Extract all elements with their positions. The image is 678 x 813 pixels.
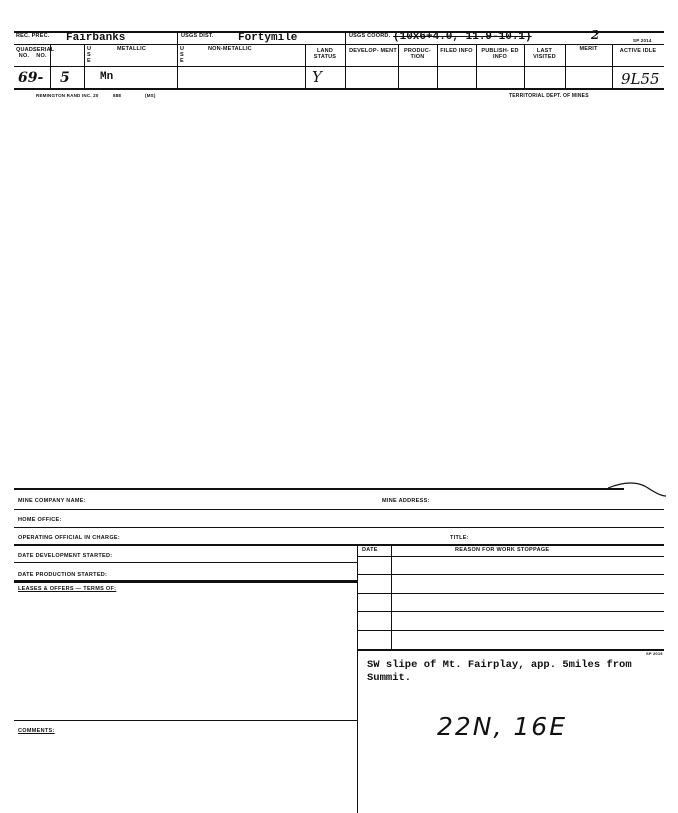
active-idle-label: ACTIVE IDLE: [619, 48, 657, 54]
usgs-dist-label: USGS DIST.: [181, 33, 214, 39]
operating-official-label: OPERATING OFFICIAL IN CHARGE:: [18, 535, 120, 541]
use-label: U S E: [87, 46, 92, 64]
divider-date-col: [391, 544, 392, 650]
rule-home-office: [14, 527, 664, 528]
form-code-2: SP 2015: [646, 651, 663, 656]
title-label: TITLE:: [450, 535, 469, 541]
land-status-label: LAND STATUS: [313, 48, 337, 60]
published-info-label: PUBLISH- ED INFO: [481, 48, 519, 60]
date-development-label: DATE DEVELOPMENT STARTED:: [18, 553, 113, 559]
divider-usgs-dist: [177, 31, 178, 88]
rec-prec-value: Fairbanks: [66, 32, 126, 44]
development-label: DEVELOP- MENT: [349, 48, 397, 54]
rule-table-row-3: [357, 611, 664, 612]
rule-table-row-2: [357, 593, 664, 594]
form-top-rule: [14, 488, 624, 490]
quad-no-label: QUAD. NO.: [16, 47, 35, 59]
printer-code: 888: [113, 93, 122, 98]
serial-no-label: SERIAL NO.: [33, 47, 55, 59]
rule-operating: [14, 544, 664, 546]
production-label: PRODUC- TION: [403, 48, 432, 60]
corner-mark: 2: [591, 28, 600, 42]
divider-left-right: [357, 544, 358, 813]
land-status-value: Y: [312, 68, 322, 86]
merit-label: MERIT: [579, 46, 598, 52]
rule-comments: [14, 720, 357, 721]
rule-table-header: [357, 556, 664, 557]
active-idle-value: 9L55: [621, 70, 660, 88]
rule-table-bottom: [357, 649, 664, 651]
header-row-rule: [14, 66, 664, 67]
comments-label: COMMENTS:: [18, 728, 55, 734]
divider-use: [84, 44, 85, 88]
rule-table-row-4: [357, 630, 664, 631]
leases-label: LEASES & OFFERS — TERMS OF:: [18, 586, 117, 592]
rec-prec-label: REC. PREC.: [16, 33, 50, 39]
usgs-coord-label: USGS COORD.: [349, 33, 391, 39]
quad-no-value: 69-: [18, 70, 44, 86]
printer-note: REMINGTON RAND INC. 20: [36, 93, 99, 98]
filed-info-label: FILED INFO: [440, 48, 473, 54]
rule-date-dev: [14, 562, 357, 563]
mine-address-label: MINE ADDRESS:: [382, 498, 430, 504]
handwritten-coordinates: 22N, 16E: [437, 712, 568, 741]
metallic-label: METALLIC: [117, 46, 146, 52]
rule-date-prod-2: [14, 582, 357, 583]
date-column-label: DATE: [362, 547, 378, 553]
divider-usgs-coord: [345, 31, 346, 88]
reason-column-label: REASON FOR WORK STOPPAGE: [455, 547, 550, 553]
date-production-label: DATE PRODUCTION STARTED:: [18, 572, 108, 578]
location-note: SW slipe of Mt. Fairplay, app. 5miles from Summit.: [367, 659, 632, 684]
serial-no-value: 5: [60, 70, 70, 86]
rule-mine-company: [14, 509, 664, 510]
last-visited-label: LAST VISITED: [533, 48, 556, 60]
mine-company-label: MINE COMPANY NAME:: [18, 498, 86, 504]
form-top-curl: [608, 480, 668, 502]
rule-table-row-1: [357, 574, 664, 575]
header-mid-rule: [14, 44, 664, 45]
non-metallic-label: NON-METALLIC: [208, 46, 252, 52]
printer-code-2: (MS): [145, 93, 156, 98]
usgs-coord-value: (10x6+4.0, 11.9-10.1): [393, 31, 532, 43]
metallic-value: Mn: [100, 71, 114, 83]
header-bottom-rule: [14, 88, 664, 90]
use2-label: U S E: [180, 46, 185, 64]
dept-note: TERRITORIAL DEPT. OF MINES: [509, 93, 589, 99]
form-code: SP 2014: [633, 38, 652, 43]
usgs-dist-value: Fortymile: [238, 32, 298, 44]
home-office-label: HOME OFFICE:: [18, 517, 62, 523]
